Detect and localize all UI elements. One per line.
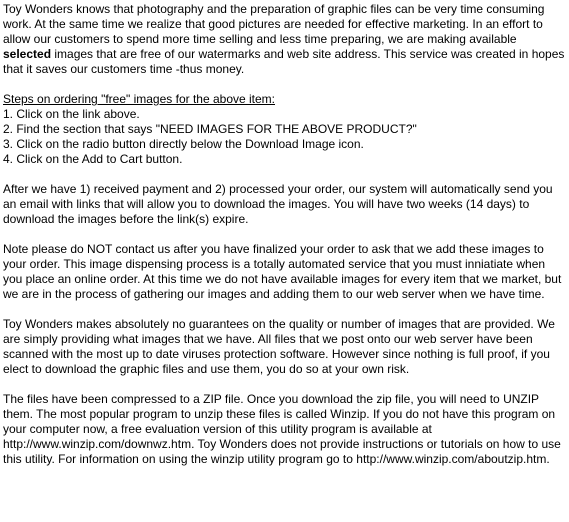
intro-emphasis: selected	[3, 47, 52, 61]
intro-text-part2: images that are free of our watermarks and web site address. This service was created in hopes that it saves our customers time -thus money.	[3, 47, 565, 76]
steps-section	[3, 92, 567, 167]
delivery-paragraph: After we have 1) received payment and 2) processed your order, our system will automatically send you an email with links that will allow you to download the images. You will have two weeks (14 days) to download the images before the link(s) expire.	[3, 182, 553, 226]
guarantee-paragraph: Toy Wonders makes absolutely no guarantees on the quality or number of images that are provided. We are simply providing what images that we have. All files that we post onto our web server have been scanned with the most up to date viruses protection software. However since nothing is full proof, if you elect to download the graphic files and use them, you do so at your own risk.	[3, 317, 555, 376]
note-paragraph: Note please do NOT contact us after you have finalized your order to ask that we add these images to your order. This image dispensing process is a totally automated service that you must inniatiate when you place an online order. At this time we do not have available images for every item that we market, but we are in the process of gathering our images and adding them to our web server when we have time.	[3, 242, 562, 301]
intro-paragraph	[3, 2, 567, 77]
steps-heading: Steps on ordering "free" images for the above item:	[3, 92, 275, 106]
step-item-2: 2. Find the section that says "NEED IMAGES FOR THE ABOVE PRODUCT?"	[3, 122, 417, 136]
step-item-3: 3. Click on the radio button directly below the Download Image icon.	[3, 137, 364, 151]
step-item-4: 4. Click on the Add to Cart button.	[3, 152, 183, 166]
step-item-1: 1. Click on the link above.	[3, 107, 140, 121]
zip-paragraph: The files have been compressed to a ZIP file. Once you download the zip file, you will need to UNZIP them. The most popular program to unzip these files is called Winzip. If you do not have this program on your computer now, a free evaluation version of this utility program is available at http://www.winzip.com/downwz.htm. Toy Wonders does not provide instructions or tutorials on how to use this utility. For information on using the winzip utility program go to http://www.winzip.com/aboutzip.htm.	[3, 392, 561, 466]
document-body	[3, 2, 567, 482]
intro-text-part1: Toy Wonders knows that photography and the preparation of graphic files can be very time consuming work. At the same time we realize that good pictures are needed for effective marketing. In an effort to allow our customers to spend more time selling and less time preparing, we are making available	[3, 2, 545, 46]
